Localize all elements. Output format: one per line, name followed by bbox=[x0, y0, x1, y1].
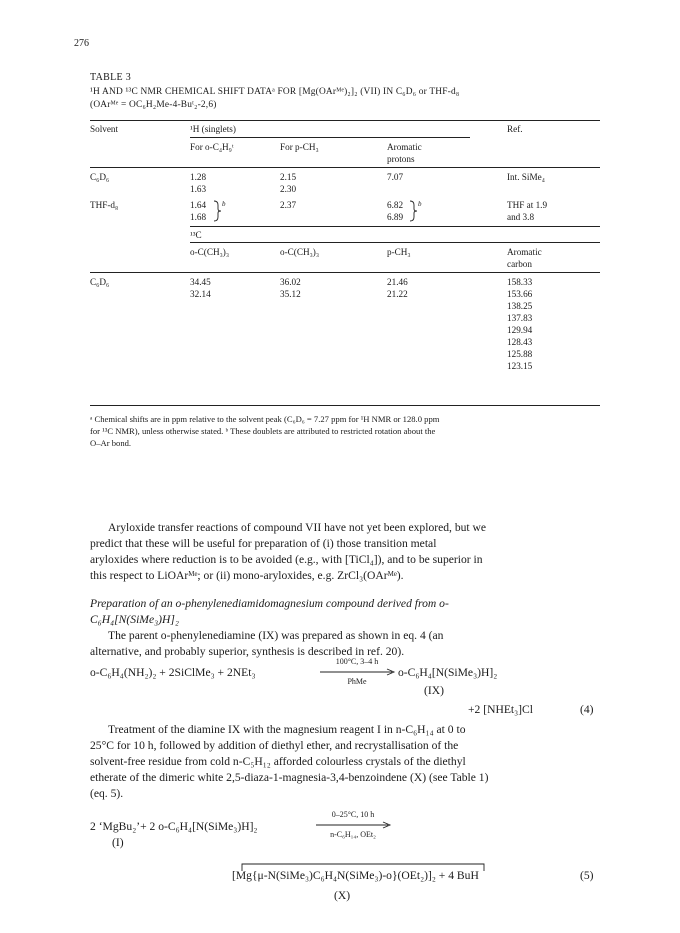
c13-sub-rule bbox=[190, 242, 600, 243]
page-number: 276 bbox=[74, 38, 89, 49]
p2-line2: alternative, and probably superior, synthesis is described in ref. 20). bbox=[90, 645, 405, 658]
reaction-arrow-icon bbox=[320, 668, 396, 676]
c-row-col3-2: 21.22 bbox=[387, 289, 408, 299]
header-ref: Ref. bbox=[507, 124, 523, 134]
h-row2-ref-2: and 3.8 bbox=[507, 212, 535, 222]
p1-line2: predict that these will be useful for preparation of (i) those transition metal bbox=[90, 537, 437, 550]
c-row-aromatic-2: 153.66 bbox=[507, 289, 533, 299]
eq5-label-x: (X) bbox=[334, 889, 351, 902]
heading-line2: C₆H₄[N(SiMe₃)H]₂ bbox=[90, 613, 179, 626]
c13-col4-2: carbon bbox=[507, 259, 532, 269]
table-bottom-rule bbox=[90, 405, 600, 406]
header-h-singlets: ¹H (singlets) bbox=[190, 124, 236, 134]
c13-header-bottom-rule bbox=[90, 272, 600, 273]
h-row1-ref: Int. SiMe₄ bbox=[507, 172, 545, 182]
footnote-line1: ᵃ Chemical shifts are in ppm relative to the solvent peak (C₆D₆ = 7.27 ppm for ¹H NMR or 128.0 ppm bbox=[90, 414, 440, 424]
c-row-solvent: C₆D₆ bbox=[90, 277, 110, 287]
c-row-aromatic-4: 137.83 bbox=[507, 313, 533, 323]
c-row-aromatic-8: 123.15 bbox=[507, 361, 533, 371]
h-row2-solvent: THF-d₈ bbox=[90, 200, 119, 210]
sub-aromatic-2: protons bbox=[387, 154, 415, 164]
c-row-col1-1: 34.45 bbox=[190, 277, 211, 287]
h-row1-o-1: 1.28 bbox=[190, 172, 207, 182]
h-row1-p-2: 2.30 bbox=[280, 184, 297, 194]
c-row-aromatic-5: 129.94 bbox=[507, 325, 533, 335]
svg-text:b: b bbox=[222, 200, 226, 208]
c13-col3: p-CH₃ bbox=[387, 247, 411, 257]
svg-text:b: b bbox=[418, 200, 422, 208]
c-row-aromatic-1: 158.33 bbox=[507, 277, 533, 287]
header-solvent: Solvent bbox=[90, 124, 119, 134]
heading-line1: Preparation of an o-phenylenediamidomagnesium compound derived from o- bbox=[90, 597, 449, 610]
h-row1-p-1: 2.15 bbox=[280, 172, 297, 182]
p3-line5: (eq. 5). bbox=[90, 787, 124, 800]
section-heading bbox=[90, 596, 600, 628]
table-caption-line1: ¹H AND ¹³C NMR CHEMICAL SHIFT DATAᵃ FOR [Mg(OArᴹᵉ)₂]₂ (VII) IN C₆D₆ or THF-d₈ bbox=[90, 87, 460, 97]
p3-line4: etherate of the dimeric white 2,5-diaza-1-magnesia-3,4-benzoindene (X) (see Table 1) bbox=[90, 771, 489, 784]
h-row2-o-1: 1.64 bbox=[190, 200, 207, 210]
p3-line1: Treatment of the diamine IX with the magnesium reagent I in n-C₆H₁₄ at 0 to bbox=[108, 723, 466, 736]
h-row2-ref-1: THF at 1.9 bbox=[507, 200, 548, 210]
c-row-col2-1: 36.02 bbox=[280, 277, 301, 287]
paragraph-2 bbox=[90, 628, 600, 660]
eq4-condition-top: 100°C, 3–4 h bbox=[335, 657, 379, 666]
paragraph-1 bbox=[90, 520, 600, 584]
eq4-number: (4) bbox=[580, 703, 594, 716]
h-row2-aromatic-1: 6.82 bbox=[387, 200, 404, 210]
c-row-aromatic-6: 128.43 bbox=[507, 337, 533, 347]
brace-icon bbox=[212, 200, 226, 222]
table-caption bbox=[90, 86, 600, 112]
p1-line1: Aryloxide transfer reactions of compound VII have not yet been explored, but we bbox=[108, 521, 487, 534]
sub-aromatic-1: Aromatic bbox=[387, 142, 422, 152]
c13-col2: o-C(CH₃)₃ bbox=[280, 247, 320, 257]
h-row1-solvent: C₆D₆ bbox=[90, 172, 110, 182]
h-row2-aromatic-2: 6.89 bbox=[387, 212, 404, 222]
c13-label: ¹³C bbox=[190, 230, 202, 240]
c-row-aromatic-7: 125.88 bbox=[507, 349, 533, 359]
reaction-arrow-icon bbox=[316, 821, 392, 829]
eq4-label-ix: (IX) bbox=[424, 684, 444, 697]
p1-line4: this respect to LiOArᴹᵉ; or (ii) mono-aryloxides, e.g. ZrCl₃(OArᴹᵉ). bbox=[90, 569, 404, 582]
c-row-col3-1: 21.46 bbox=[387, 277, 408, 287]
eq5-label-i: (I) bbox=[112, 836, 124, 849]
eq5-lhs: 2 ‘MgBu₂’+ 2 o-C₆H₄[N(SiMe₃)H]₂ bbox=[90, 820, 258, 833]
p1-line3: aryloxides where reduction is to be avoided (e.g., with [TiCl₄]), and to be superior in bbox=[90, 553, 483, 566]
p3-line2: 25°C for 10 h, followed by addition of diethyl ether, and recrystallisation of the bbox=[90, 739, 459, 752]
h-row2-p-1: 2.37 bbox=[280, 200, 297, 210]
table-label: TABLE 3 bbox=[90, 72, 132, 83]
eq5-condition-top: 0–25°C, 10 h bbox=[331, 810, 375, 819]
eq4-rhs: o-C₆H₄[N(SiMe₃)H]₂ bbox=[398, 666, 498, 679]
c-row-aromatic-3: 138.25 bbox=[507, 301, 533, 311]
sub-o-c4h9: For o-C₄H₉ᵗ bbox=[190, 142, 234, 152]
c-row-col2-2: 35.12 bbox=[280, 289, 301, 299]
eq5-condition-bottom: n-C₆H₁₄, OEt₂ bbox=[330, 830, 376, 839]
h-row2-o-2: 1.68 bbox=[190, 212, 207, 222]
eq4-condition-bottom: PhMe bbox=[347, 677, 367, 686]
h-header-bottom-rule bbox=[90, 167, 600, 168]
footnote-line3: O–Ar bond. bbox=[90, 438, 132, 448]
sub-p-ch3: For p-CH₃ bbox=[280, 142, 319, 152]
h-row1-o-2: 1.63 bbox=[190, 184, 207, 194]
c13-col1: o-C(CH₃)₃ bbox=[190, 247, 230, 257]
p2-line1: The parent o-phenylenediamine (IX) was prepared as shown in eq. 4 (an bbox=[108, 629, 444, 642]
c13-top-rule bbox=[190, 226, 600, 227]
paragraph-3 bbox=[90, 722, 600, 802]
h-row1-aromatic: 7.07 bbox=[387, 172, 404, 182]
c13-col4-1: Aromatic bbox=[507, 247, 542, 257]
eq5-number: (5) bbox=[580, 869, 594, 882]
h-sub-rule bbox=[190, 137, 470, 138]
p3-line3: solvent-free residue from cold n-C₅H₁₂ afforded colourless crystals of the diethyl bbox=[90, 755, 466, 768]
footnote-line2: for ¹³C NMR), unless otherwise stated. ᵇ These doublets are attributed to restricted rotation about the bbox=[90, 426, 436, 436]
table-caption-line2: (OArᴹᵉ = OC₆H₂Me-4-Buᵗ₂-2,6) bbox=[90, 100, 217, 110]
table-footnote bbox=[90, 413, 600, 449]
eq4-rhs2: +2 [NHEt₃]Cl bbox=[468, 703, 533, 716]
c-row-col1-2: 32.14 bbox=[190, 289, 211, 299]
eq4-lhs: o-C₆H₄(NH₂)₂ + 2SiClMe₃ + 2NEt₃ bbox=[90, 666, 256, 679]
eq5-product: [Mg{μ-N(SiMe₃)C₆H₄N(SiMe₃)-o}(OEt₂)]₂ + 4 BuH bbox=[232, 869, 479, 882]
table-top-rule bbox=[90, 120, 600, 121]
brace-icon bbox=[408, 200, 422, 222]
